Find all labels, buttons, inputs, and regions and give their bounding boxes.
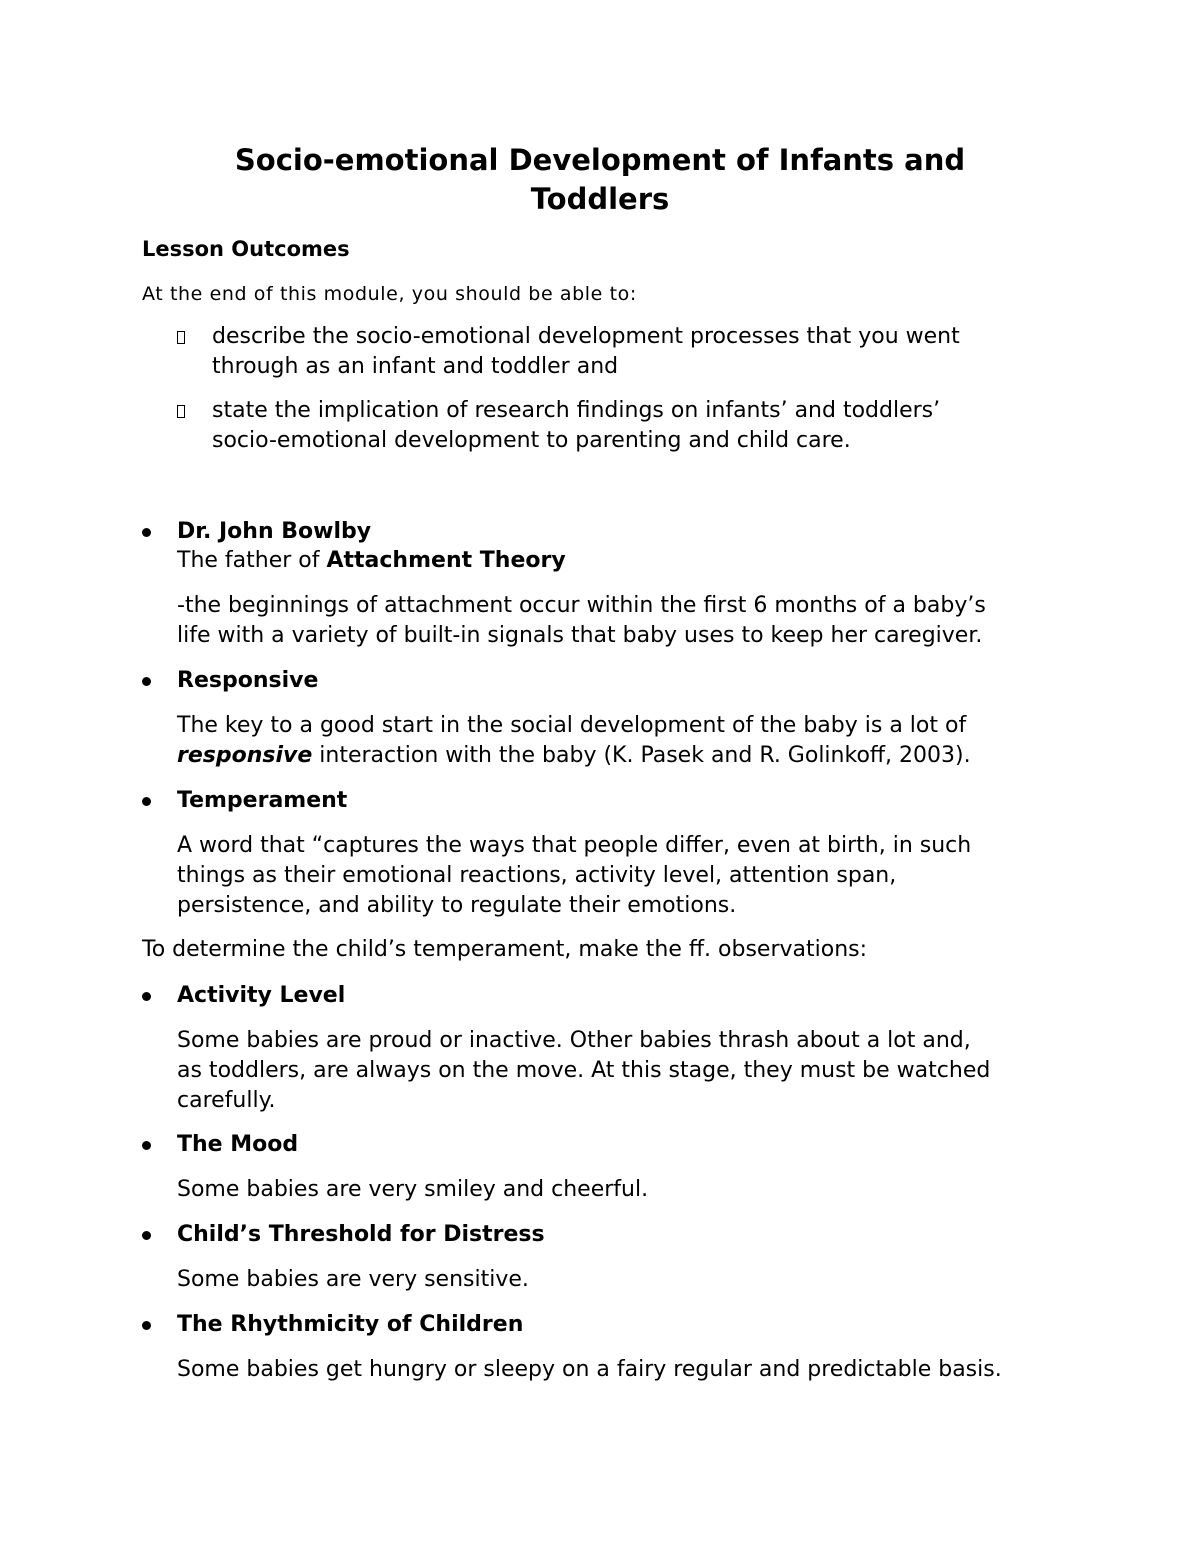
bowlby-description xyxy=(177,591,986,651)
bullet-dot-icon xyxy=(142,992,151,1001)
outcome-item-1-line-1: describe the socio-emotional development processes that you went xyxy=(212,324,960,349)
bullet-dot-icon xyxy=(142,528,151,537)
bullet-dot-icon xyxy=(142,1141,151,1150)
activity-level-heading: Activity Level xyxy=(177,983,346,1008)
temperament-line-1: A word that “captures the ways that people differ, even at birth, in such xyxy=(177,833,972,858)
outcome-item-1 xyxy=(212,322,960,382)
bowlby-subtitle-prefix: The father of xyxy=(177,548,327,573)
missing-glyph-bullet-icon xyxy=(177,331,185,344)
outcome-item-2 xyxy=(212,396,940,456)
outcome-item-2-line-1: state the implication of research findings on infants’ and toddlers’ xyxy=(212,398,941,423)
temperament-description xyxy=(177,831,971,921)
responsive-emphasis: responsive xyxy=(177,743,313,768)
missing-glyph-bullet-icon xyxy=(177,405,185,418)
bowlby-subtitle xyxy=(177,546,566,576)
bullet-dot-icon xyxy=(142,797,151,806)
temperament-line-2: things as their emotional reactions, activity level, attention span, xyxy=(177,863,897,888)
lesson-outcomes-intro: At the end of this module, you should be able to: xyxy=(142,283,637,305)
responsive-heading: Responsive xyxy=(177,668,319,693)
observations-intro: To determine the child’s temperament, make the ff. observations: xyxy=(142,937,868,962)
activity-line-3: carefully. xyxy=(177,1088,276,1113)
bowlby-desc-line-2: life with a variety of built-in signals that baby uses to keep her caregiver. xyxy=(177,623,983,648)
document-title xyxy=(120,141,1080,219)
responsive-description xyxy=(177,711,971,771)
bullet-dot-icon xyxy=(142,1231,151,1240)
title-line-1: Socio-emotional Development of Infants and xyxy=(234,143,966,177)
responsive-line-1: The key to a good start in the social development of the baby is a lot of xyxy=(177,713,967,738)
bowlby-desc-line-1: -the beginnings of attachment occur within the first 6 months of a baby’s xyxy=(177,593,986,618)
temperament-line-3: persistence, and ability to regulate their emotions. xyxy=(177,893,737,918)
lesson-outcomes-heading: Lesson Outcomes xyxy=(142,237,350,261)
mood-heading: The Mood xyxy=(177,1132,299,1157)
distress-description: Some babies are very sensitive. xyxy=(177,1267,529,1292)
temperament-heading: Temperament xyxy=(177,788,348,813)
bowlby-heading: Dr. John Bowlby xyxy=(177,519,372,544)
rhythmicity-heading: The Rhythmicity of Children xyxy=(177,1312,524,1337)
activity-level-description xyxy=(177,1026,990,1116)
bullet-dot-icon xyxy=(142,677,151,686)
distress-heading: Child’s Threshold for Distress xyxy=(177,1222,545,1247)
activity-line-1: Some babies are proud or inactive. Other babies thrash about a lot and, xyxy=(177,1028,971,1053)
title-line-2: Toddlers xyxy=(530,182,670,216)
rhythmicity-description: Some babies get hungry or sleepy on a fairy regular and predictable basis. xyxy=(177,1357,1002,1382)
activity-line-2: as toddlers, are always on the move. At this stage, they must be watched xyxy=(177,1058,991,1083)
responsive-line-2-rest: interaction with the baby (K. Pasek and R. Golinkoff, 2003). xyxy=(312,743,971,768)
attachment-theory-text: Attachment Theory xyxy=(326,548,566,573)
bullet-dot-icon xyxy=(142,1321,151,1330)
outcome-item-1-line-2: through as an infant and toddler and xyxy=(212,354,619,379)
outcome-item-2-line-2: socio-emotional development to parenting and child care. xyxy=(212,428,851,453)
mood-description: Some babies are very smiley and cheerful. xyxy=(177,1177,649,1202)
